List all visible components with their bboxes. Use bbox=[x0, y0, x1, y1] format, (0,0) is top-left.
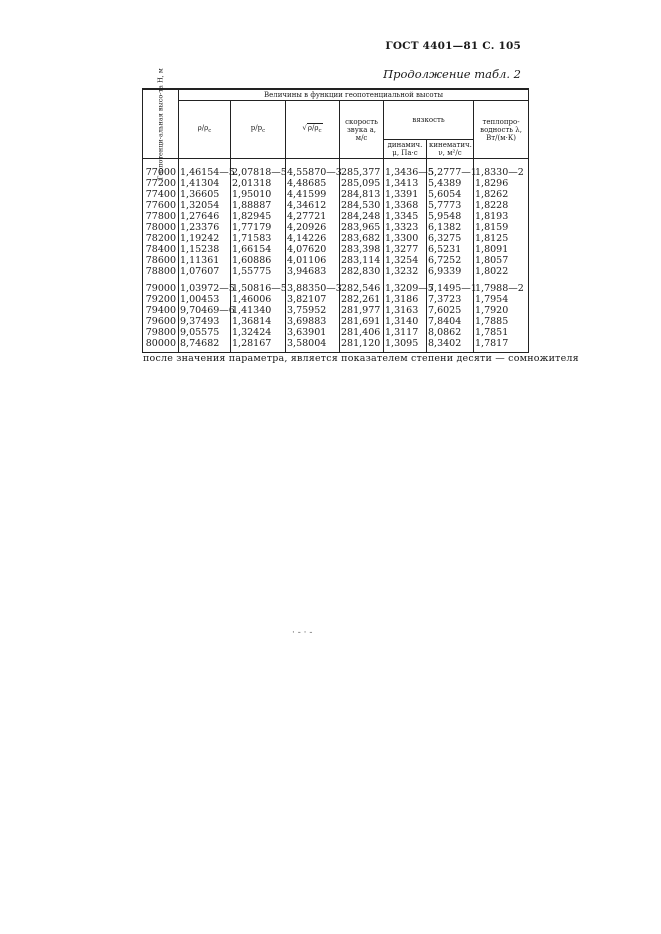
kinematic-viscosity-cell: 5,7773 bbox=[427, 200, 474, 211]
sqrt-density-cell: 4,48685 bbox=[286, 178, 340, 189]
sound-speed-cell: 282,261 bbox=[340, 294, 384, 305]
thermal-conductivity-cell: 1,7988—2 bbox=[474, 277, 529, 294]
pressure-ratio-cell: 1,32424 bbox=[231, 327, 286, 338]
kinematic-viscosity-cell: 6,1382 bbox=[427, 222, 474, 233]
table-row bbox=[143, 327, 529, 338]
sound-speed-cell: 284,813 bbox=[340, 189, 384, 200]
table-row bbox=[143, 178, 529, 189]
sound-speed-cell: 285,377 bbox=[340, 159, 384, 179]
dynamic-viscosity-cell: 1,3345 bbox=[384, 211, 427, 222]
dynamic-viscosity-cell: 1,3413 bbox=[384, 178, 427, 189]
table-row bbox=[143, 189, 529, 200]
height-cell: 77400 bbox=[143, 189, 179, 200]
sqrt-density-cell: 3,88350—3 bbox=[286, 277, 340, 294]
sqrt-density-cell: 4,20926 bbox=[286, 222, 340, 233]
thermal-conductivity-cell: 1,8262 bbox=[474, 189, 529, 200]
table-row bbox=[143, 338, 529, 353]
density-ratio-cell: 8,74682 bbox=[179, 338, 231, 353]
sqrt-density-cell: 4,01106 bbox=[286, 255, 340, 266]
sqrt-density-cell: 4,41599 bbox=[286, 189, 340, 200]
thermal-conductivity-cell: 1,8057 bbox=[474, 255, 529, 266]
sound-speed-cell: 283,965 bbox=[340, 222, 384, 233]
sqrt-density-cell: 4,27721 bbox=[286, 211, 340, 222]
table-row bbox=[143, 294, 529, 305]
pressure-ratio-cell: 1,28167 bbox=[231, 338, 286, 353]
sqrt-density-cell: 4,14226 bbox=[286, 233, 340, 244]
height-cell: 77600 bbox=[143, 200, 179, 211]
pressure-ratio-cell: 1,82945 bbox=[231, 211, 286, 222]
stray-marks: · - · - bbox=[292, 628, 313, 638]
kinematic-viscosity-cell: 6,3275 bbox=[427, 233, 474, 244]
dynamic-viscosity-cell: 1,3323 bbox=[384, 222, 427, 233]
thermal-conductivity-cell: 1,8228 bbox=[474, 200, 529, 211]
density-ratio-cell: 1,03972—5 bbox=[179, 277, 231, 294]
thermal-conductivity-cell: 1,8296 bbox=[474, 178, 529, 189]
kinematic-viscosity-cell: 5,6054 bbox=[427, 189, 474, 200]
sound-speed-cell: 282,830 bbox=[340, 266, 384, 277]
pressure-ratio-header: $p/p_c$ bbox=[231, 101, 286, 159]
table-row bbox=[143, 277, 529, 294]
dynamic-viscosity-cell: 1,3140 bbox=[384, 316, 427, 327]
kinematic-viscosity-cell: 5,9548 bbox=[427, 211, 474, 222]
height-cell: 79400 bbox=[143, 305, 179, 316]
kinematic-viscosity-cell: 8,3402 bbox=[427, 338, 474, 353]
table-body bbox=[143, 159, 529, 353]
dynamic-viscosity-cell: 1,3163 bbox=[384, 305, 427, 316]
table-row bbox=[143, 305, 529, 316]
table-row bbox=[143, 255, 529, 266]
density-ratio-cell: 1,00453 bbox=[179, 294, 231, 305]
thermal-conductivity-cell: 1,7920 bbox=[474, 305, 529, 316]
pressure-ratio-cell: 2,01318 bbox=[231, 178, 286, 189]
dynamic-viscosity-cell: 1,3232 bbox=[384, 266, 427, 277]
kinematic-viscosity-cell: 6,7252 bbox=[427, 255, 474, 266]
sound-speed-cell: 282,546 bbox=[340, 277, 384, 294]
viscosity-group-header: вязкость bbox=[384, 101, 474, 140]
table-row bbox=[143, 316, 529, 327]
height-cell: 80000 bbox=[143, 338, 179, 353]
pressure-ratio-cell: 1,55775 bbox=[231, 266, 286, 277]
sound-speed-cell: 281,977 bbox=[340, 305, 384, 316]
height-cell: 77000 bbox=[143, 159, 179, 179]
density-ratio-cell: 1,19242 bbox=[179, 233, 231, 244]
sqrt-density-cell: 4,07620 bbox=[286, 244, 340, 255]
group-header: Величины в функции геопотенциальной высоты bbox=[179, 89, 529, 101]
thermal-conductivity-cell: 1,7954 bbox=[474, 294, 529, 305]
thermal-conductivity-cell: 1,7851 bbox=[474, 327, 529, 338]
table-row bbox=[143, 222, 529, 233]
height-cell: 79200 bbox=[143, 294, 179, 305]
pressure-ratio-cell: 1,77179 bbox=[231, 222, 286, 233]
dynamic-viscosity-cell: 1,3277 bbox=[384, 244, 427, 255]
kinematic-viscosity-cell: 8,0862 bbox=[427, 327, 474, 338]
thermal-conductivity-cell: 1,8159 bbox=[474, 222, 529, 233]
density-ratio-cell: 1,23376 bbox=[179, 222, 231, 233]
sound-speed-cell: 281,120 bbox=[340, 338, 384, 353]
dynamic-viscosity-cell: 1,3095 bbox=[384, 338, 427, 353]
table-row bbox=[143, 266, 529, 277]
sqrt-density-cell: 4,34612 bbox=[286, 200, 340, 211]
sound-speed-header: скорость звука a, м/с bbox=[340, 101, 384, 159]
height-cell: 78400 bbox=[143, 244, 179, 255]
footnote-text: после значения параметра, является показателем степени десяти — сомножителя bbox=[143, 353, 579, 364]
thermal-conductivity-cell: 1,7885 bbox=[474, 316, 529, 327]
dynamic-viscosity-cell: 1,3436—5 bbox=[384, 159, 427, 179]
table-continuation-label: Продолжение табл. 2 bbox=[383, 67, 521, 81]
kinematic-viscosity-header: кинематич. ν, м²/с bbox=[427, 140, 474, 159]
pressure-ratio-cell: 1,46006 bbox=[231, 294, 286, 305]
sqrt-density-header: $√\rho/\rho_c$ bbox=[286, 101, 340, 159]
sqrt-density-cell: 3,94683 bbox=[286, 266, 340, 277]
sqrt-density-cell: 3,58004 bbox=[286, 338, 340, 353]
sound-speed-cell: 284,248 bbox=[340, 211, 384, 222]
sound-speed-cell: 285,095 bbox=[340, 178, 384, 189]
pressure-ratio-cell: 1,66154 bbox=[231, 244, 286, 255]
sqrt-density-cell: 3,69883 bbox=[286, 316, 340, 327]
pressure-ratio-cell: 1,71583 bbox=[231, 233, 286, 244]
dynamic-viscosity-cell: 1,3186 bbox=[384, 294, 427, 305]
height-cell: 79800 bbox=[143, 327, 179, 338]
sqrt-density-cell: 4,55870—3 bbox=[286, 159, 340, 179]
density-ratio-cell: 1,46154—5 bbox=[179, 159, 231, 179]
sqrt-density-cell: 3,75952 bbox=[286, 305, 340, 316]
sqrt-density-cell: 3,82107 bbox=[286, 294, 340, 305]
sound-speed-cell: 283,114 bbox=[340, 255, 384, 266]
kinematic-viscosity-cell: 7,1495—1 bbox=[427, 277, 474, 294]
height-cell: 79600 bbox=[143, 316, 179, 327]
dynamic-viscosity-cell: 1,3117 bbox=[384, 327, 427, 338]
table-row bbox=[143, 200, 529, 211]
dynamic-viscosity-header: динамич. μ, Па·с bbox=[384, 140, 427, 159]
sound-speed-cell: 281,406 bbox=[340, 327, 384, 338]
density-ratio-cell: 1,36605 bbox=[179, 189, 231, 200]
kinematic-viscosity-cell: 5,2777—1 bbox=[427, 159, 474, 179]
density-ratio-cell: 1,27646 bbox=[179, 211, 231, 222]
dynamic-viscosity-cell: 1,3209—5 bbox=[384, 277, 427, 294]
thermal-conductivity-cell: 1,8022 bbox=[474, 266, 529, 277]
dynamic-viscosity-cell: 1,3391 bbox=[384, 189, 427, 200]
height-cell: 78800 bbox=[143, 266, 179, 277]
table-row bbox=[143, 159, 529, 179]
pressure-ratio-cell: 1,60886 bbox=[231, 255, 286, 266]
density-ratio-cell: 1,32054 bbox=[179, 200, 231, 211]
table-row bbox=[143, 211, 529, 222]
sound-speed-cell: 283,398 bbox=[340, 244, 384, 255]
kinematic-viscosity-cell: 5,4389 bbox=[427, 178, 474, 189]
height-cell: 77200 bbox=[143, 178, 179, 189]
density-ratio-cell: 1,11361 bbox=[179, 255, 231, 266]
sound-speed-cell: 284,530 bbox=[340, 200, 384, 211]
height-cell: 78200 bbox=[143, 233, 179, 244]
pressure-ratio-cell: 1,95010 bbox=[231, 189, 286, 200]
density-ratio-cell: 1,15238 bbox=[179, 244, 231, 255]
kinematic-viscosity-cell: 7,8404 bbox=[427, 316, 474, 327]
height-cell: 78000 bbox=[143, 222, 179, 233]
thermal-conductivity-cell: 1,8193 bbox=[474, 211, 529, 222]
pressure-ratio-cell: 1,50816—5 bbox=[231, 277, 286, 294]
height-cell: 78600 bbox=[143, 255, 179, 266]
density-ratio-cell: 9,05575 bbox=[179, 327, 231, 338]
density-ratio-header: $\rho/\rho_c$ bbox=[179, 101, 231, 159]
thermal-conductivity-cell: 1,8330—2 bbox=[474, 159, 529, 179]
dynamic-viscosity-cell: 1,3368 bbox=[384, 200, 427, 211]
kinematic-viscosity-cell: 6,5231 bbox=[427, 244, 474, 255]
height-column-header: Геопотенци-альная высо-та H, м bbox=[143, 89, 179, 159]
sound-speed-cell: 281,691 bbox=[340, 316, 384, 327]
density-ratio-cell: 1,41304 bbox=[179, 178, 231, 189]
pressure-ratio-cell: 1,41340 bbox=[231, 305, 286, 316]
sound-speed-cell: 283,682 bbox=[340, 233, 384, 244]
kinematic-viscosity-cell: 7,3723 bbox=[427, 294, 474, 305]
density-ratio-cell: 1,07607 bbox=[179, 266, 231, 277]
pressure-ratio-cell: 1,36814 bbox=[231, 316, 286, 327]
thermal-conductivity-cell: 1,7817 bbox=[474, 338, 529, 353]
table-row bbox=[143, 233, 529, 244]
height-cell: 79000 bbox=[143, 277, 179, 294]
height-cell: 77800 bbox=[143, 211, 179, 222]
density-ratio-cell: 9,70469—6 bbox=[180, 305, 235, 316]
density-ratio-cell: 9,37493 bbox=[179, 316, 231, 327]
dynamic-viscosity-cell: 1,3254 bbox=[384, 255, 427, 266]
pressure-ratio-cell: 1,88887 bbox=[231, 200, 286, 211]
dynamic-viscosity-cell: 1,3300 bbox=[384, 233, 427, 244]
pressure-ratio-cell: 2,07818—5 bbox=[231, 159, 286, 179]
kinematic-viscosity-cell: 7,6025 bbox=[427, 305, 474, 316]
thermal-conductivity-cell: 1,8125 bbox=[474, 233, 529, 244]
thermal-conductivity-header: теплопро-водность λ, Вт/(м·К) bbox=[474, 101, 529, 159]
table-row bbox=[143, 244, 529, 255]
thermal-conductivity-cell: 1,8091 bbox=[474, 244, 529, 255]
kinematic-viscosity-cell: 6,9339 bbox=[427, 266, 474, 277]
sqrt-density-cell: 3,63901 bbox=[286, 327, 340, 338]
standard-reference: ГОСТ 4401—81 С. 105 bbox=[385, 40, 521, 52]
